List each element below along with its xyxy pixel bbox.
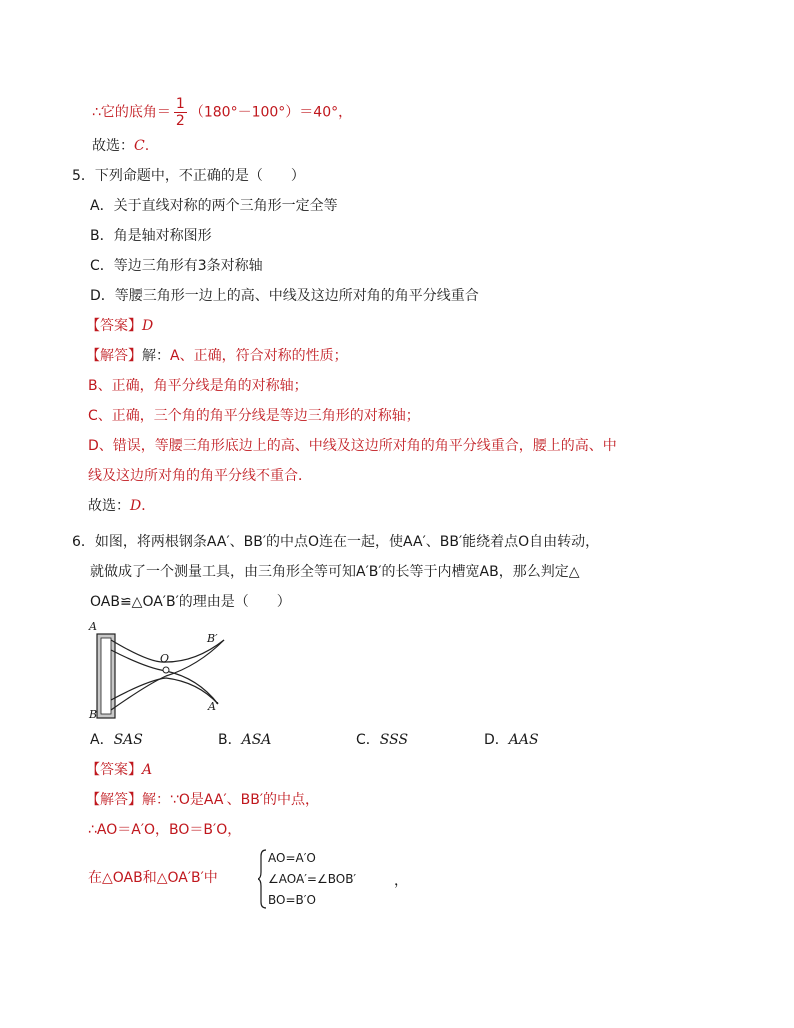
prev-line-prefix: ∴它的底角＝	[92, 104, 171, 121]
system-row-1: AO=A′O	[268, 851, 316, 865]
groove-inner	[101, 638, 111, 714]
solution-prefix: 解：	[142, 348, 170, 364]
q6-solution-line-2: ∴AO＝A′O，BO＝B′O，	[88, 822, 242, 838]
solution-tag: 【解答】	[86, 348, 142, 364]
choice-period: ．	[141, 498, 156, 514]
answer-tag: 【答案】	[86, 762, 142, 778]
q5-option-d: D．等腰三角形一边上的高、中线及这边所对角的角平分线重合	[90, 288, 479, 304]
q6-solution-line-3: 在△OAB和△OA′B′中	[88, 870, 218, 886]
system-row-2: ∠AOA′=∠BOB′	[268, 872, 357, 886]
choice-label: 故选：	[88, 498, 130, 514]
option-text: SSS	[379, 732, 409, 748]
option-letter: D．	[484, 732, 509, 748]
figure-label-a-prime: A′	[208, 700, 219, 713]
choice-period: .	[144, 138, 150, 154]
figure-label-a: A	[89, 620, 97, 633]
system-trailing-comma: ，	[394, 873, 408, 889]
q6-solution-line-1	[86, 790, 319, 810]
q6-option-c	[356, 730, 408, 750]
option-text: ASA	[241, 732, 272, 748]
solution-text: A、正确，符合对称的性质；	[170, 348, 348, 364]
answer-value: A	[142, 762, 153, 778]
q6-option-b	[218, 730, 271, 750]
solution-tag: 【解答】	[86, 792, 142, 808]
q5-solution-line-2: B、正确，角平分线是角的对称轴；	[88, 378, 308, 394]
q6-stem-line-3: OAB≌△OA′B′的理由是（ ）	[90, 594, 291, 610]
answer-value: D	[142, 318, 154, 334]
q6-option-d	[484, 730, 539, 750]
option-text: SAS	[113, 732, 143, 748]
option-letter: A．	[90, 732, 114, 748]
option-letter: C．	[356, 732, 380, 748]
q5-solution-line-1	[86, 346, 348, 366]
system-row-3: BO=B′O	[268, 893, 316, 907]
q5-solution-line-4: D、错误，等腰三角形底边上的高、中线及这边所对角的角平分线重合，腰上的高、中	[88, 438, 617, 454]
prev-choice	[92, 136, 149, 156]
prev-line-suffix: （180°－100°）＝40°，	[189, 104, 353, 121]
q6-option-a	[90, 730, 143, 750]
q5-answer	[86, 316, 153, 336]
choice-value: D	[130, 498, 142, 514]
left-brace-icon	[258, 848, 268, 910]
option-letter: B．	[218, 732, 242, 748]
q6-answer	[86, 760, 152, 780]
fraction-denominator: 2	[175, 113, 185, 129]
q6-stem-line-1: 6．如图，将两根钢条AA′、BB′的中点O连在一起，使AA′、BB′能绕着点O自由转动，	[72, 534, 600, 550]
option-text: AAS	[508, 732, 539, 748]
choice-label: 故选：	[92, 138, 134, 154]
q5-option-c: C．等边三角形有3条对称轴	[90, 258, 263, 274]
solution-text: 解：∵O是AA′、BB′的中点，	[142, 792, 320, 808]
bar-aa-lower	[111, 678, 218, 704]
choice-value: C	[134, 138, 145, 154]
figure-label-o: O	[160, 652, 170, 665]
q5-option-a: A．关于直线对称的两个三角形一定全等	[90, 198, 338, 214]
q5-choice	[88, 496, 155, 516]
prev-solution-line	[92, 96, 352, 129]
q5-solution-line-3: C、正确，三个角的角平分线是等边三角形的对称轴；	[88, 408, 420, 424]
q5-option-b: B．角是轴对称图形	[90, 228, 212, 244]
figure-label-b-prime: B′	[207, 632, 218, 645]
equation-system	[258, 848, 408, 910]
pivot-point-o	[163, 667, 169, 673]
q6-stem-line-2: 就做成了一个测量工具，由三角形全等可知A′B′的长等于内槽宽AB，那么判定△	[90, 564, 580, 580]
figure-label-b: B	[89, 708, 98, 721]
q5-solution-line-5: 线及这边所对角的角平分线不重合．	[88, 468, 312, 484]
answer-tag: 【答案】	[86, 318, 142, 334]
q5-stem: 5．下列命题中，不正确的是（ ）	[72, 168, 305, 184]
fraction-one-half	[174, 96, 187, 129]
fraction-numerator: 1	[175, 96, 185, 112]
